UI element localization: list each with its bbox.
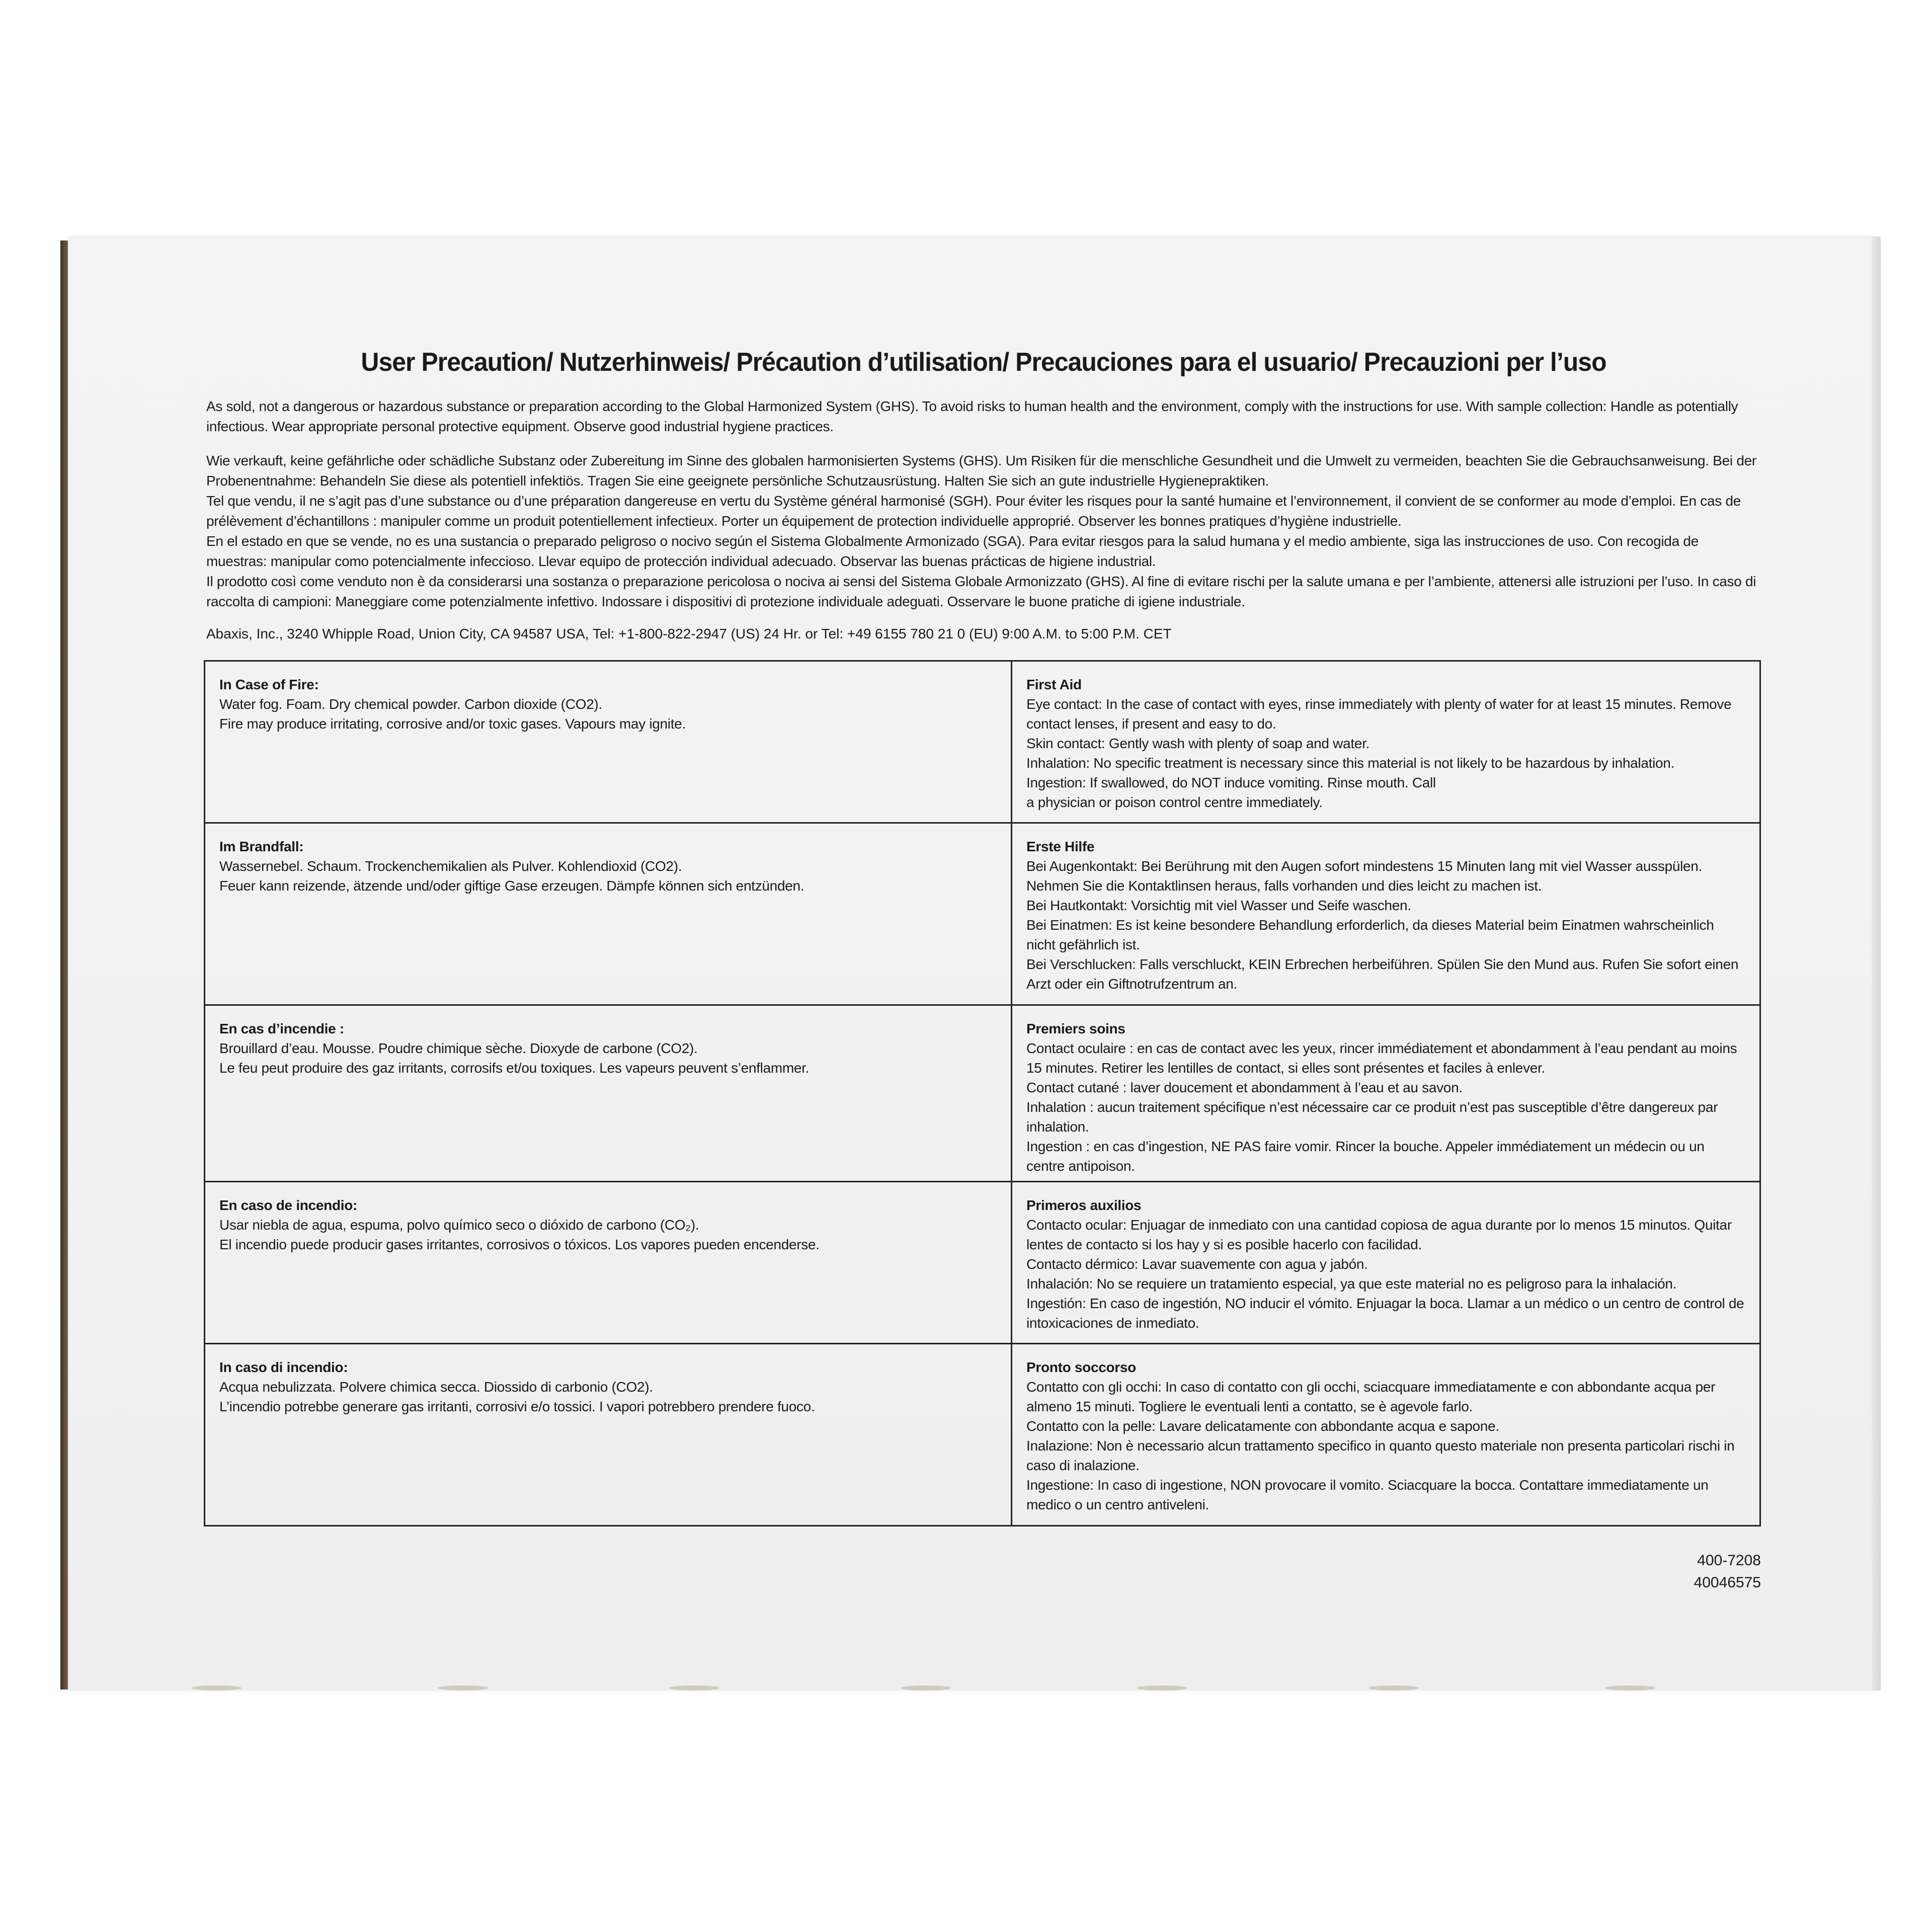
bottom-notch — [901, 1685, 951, 1691]
fire-heading: In Case of Fire: — [219, 677, 319, 692]
bottom-notch — [1137, 1685, 1187, 1691]
fire-heading: En cas d’incendie : — [219, 1021, 344, 1036]
first-aid-heading: Erste Hilfe — [1026, 839, 1095, 854]
intro-english: As sold, not a dangerous or hazardous substance or preparation according to the Global Harmonized System (GHS). To avoid risks to human health and the environment, comply with the instructions for use. With sample collection: Handle as potentially infectious. Wear appropriate personal protective equipment. Observe good industrial hygiene practices. — [206, 398, 1738, 434]
fire-line: Brouillard d’eau. Mousse. Poudre chimique sèche. Dioxyde de carbone (CO2). — [219, 1040, 698, 1056]
fire-heading: In caso di incendio: — [219, 1359, 348, 1375]
first-aid-cell-spanish — [1012, 1182, 1760, 1344]
first-aid-cell-italian — [1012, 1344, 1760, 1526]
fire-line: El incendio puede producir gases irritantes, corrosivos o tóxicos. Los vapores pueden encenderse. — [219, 1237, 820, 1252]
table-row — [205, 1182, 1760, 1344]
table-row — [205, 1344, 1760, 1526]
table-row — [205, 823, 1760, 1005]
item-number: 40046575 — [1694, 1574, 1761, 1591]
first-aid-line: Bei Verschlucken: Falls verschluckt, KEIN Erbrechen herbeiführen. Spülen Sie den Mund aus. Rufen Sie sofort einen Arzt oder ein Giftnotrufzentrum an. — [1026, 956, 1739, 992]
first-aid-line: Bei Einatmen: Es ist keine besondere Behandlung erforderlich, da dieses Material beim Einatmen wahrscheinlich nicht gefährlich ist. — [1026, 917, 1714, 952]
first-aid-line: Contact oculaire : en cas de contact avec les yeux, rincer immédiatement et abondamment à l’eau pendant au moins 15 minutes. Retirer les lentilles de contact, si elles sont présentes et faciles à enlever. — [1026, 1040, 1737, 1076]
first-aid-line: Bei Augenkontakt: Bei Berührung mit den Augen sofort mindestens 15 Minuten lang mit viel Wasser ausspülen. Nehmen Sie die Kontaktlinsen heraus, falls vorhanden und dies leicht zu machen ist. — [1026, 858, 1703, 894]
fire-cell-spanish — [205, 1182, 1012, 1344]
first-aid-line: Contacto ocular: Enjuagar de inmediato con una cantidad copiosa de agua durante por lo menos 15 minutos. Quitar lentes de contacto si los hay y si es posible hacerlo con facilidad. — [1026, 1217, 1732, 1252]
fire-cell-italian — [205, 1344, 1012, 1526]
first-aid-heading: Pronto soccorso — [1026, 1359, 1136, 1375]
first-aid-line: a physician or poison control centre immediately. — [1026, 794, 1323, 810]
bottom-notch — [438, 1685, 488, 1691]
box-right-edge — [1872, 236, 1881, 1691]
first-aid-heading: First Aid — [1026, 677, 1082, 692]
fire-line: Le feu peut produire des gaz irritants, corrosifs et/ou toxiques. Les vapeurs peuvent s’enflammer. — [219, 1060, 810, 1076]
table-row — [205, 1005, 1760, 1182]
product-codes — [1640, 1550, 1761, 1594]
first-aid-line: Inhalación: No se requiere un tratamiento especial, ya que este material no es peligroso para la inhalación. — [1026, 1276, 1677, 1292]
fire-line: Water fog. Foam. Dry chemical powder. Carbon dioxide (CO2). — [219, 696, 602, 712]
first-aid-cell-english — [1012, 661, 1760, 823]
fire-cell-english — [205, 661, 1012, 823]
first-aid-line: Inalazione: Non è necessario alcun trattamento specifico in quanto questo materiale non presenta particolari rischi in caso di inalazione. — [1026, 1438, 1735, 1473]
bottom-notch — [191, 1685, 242, 1691]
first-aid-line: Inhalation : aucun traitement spécifique n’est nécessaire car ce produit n’est pas susceptible d’être dangereux par inhalation. — [1026, 1099, 1718, 1135]
bottom-notch — [1605, 1685, 1655, 1691]
intro-spanish: En el estado en que se vende, no es una sustancia o preparado peligroso o nocivo según el Sistema Globalmente Armonizado (SGA). Para evitar riesgos para la salud humana y el medio ambiente, siga las instrucciones de uso. Con recogida de muestras: manipular como potencialmente infeccioso. Llevar equipo de protección individual adecuado. Observar las buenas prácticas de higiene industrial. — [206, 533, 1699, 569]
first-aid-line: Bei Hautkontakt: Vorsichtig mit viel Wasser und Seife waschen. — [1026, 898, 1411, 913]
fire-cell-german — [205, 823, 1012, 1005]
fire-cell-french — [205, 1005, 1012, 1182]
first-aid-line: Ingestione: In caso di ingestione, NON provocare il vomito. Sciacquare la bocca. Contattare immediatamente un medico o un centro antiveleni. — [1026, 1477, 1709, 1512]
first-aid-line: Contatto con gli occhi: In caso di contatto con gli occhi, sciacquare immediatamente e con abbondante acqua per almeno 15 minuti. Togliere le eventuali lenti a contatto, se è agevole farlo. — [1026, 1379, 1716, 1414]
manufacturer-contact: Abaxis, Inc., 3240 Whipple Road, Union City, CA 94587 USA, Tel: +1-800-822-2947 (US) 24 Hr. or Tel: +49 6155 780 21 0 (EU) 9:00 A.M. to 5:00 P.M. CET — [206, 626, 1172, 641]
first-aid-line: Contatto con la pelle: Lavare delicatamente con abbondante acqua e sapone. — [1026, 1418, 1499, 1434]
bottom-notch — [669, 1685, 719, 1691]
fire-line: Usar niebla de agua, espuma, polvo químico seco o dióxido de carbono (CO₂). — [219, 1217, 699, 1233]
first-aid-cell-german — [1012, 823, 1760, 1005]
first-aid-line: Ingestion: If swallowed, do NOT induce vomiting. Rinse mouth. Call — [1026, 775, 1436, 790]
fire-line: L’incendio potrebbe generare gas irritanti, corrosivi e/o tossici. I vapori potrebbero prendere fuoco. — [219, 1399, 815, 1414]
fire-line: Wassernebel. Schaum. Trockenchemikalien als Pulver. Kohlendioxid (CO2). — [219, 858, 682, 874]
first-aid-line: Inhalation: No specific treatment is necessary since this material is not likely to be hazardous by inhalation. — [1026, 755, 1675, 771]
first-aid-line: Contacto dérmico: Lavar suavemente con agua y jabón. — [1026, 1256, 1368, 1272]
table-row — [205, 661, 1760, 823]
first-aid-line: Skin contact: Gently wash with plenty of soap and water. — [1026, 736, 1370, 751]
label-title: User Precaution/ Nutzerhinweis/ Précaution d’utilisation/ Precauciones para el usuario/ Precauzioni per l’uso — [361, 348, 1606, 377]
first-aid-heading: Primeros auxilios — [1026, 1197, 1142, 1213]
fire-line: Acqua nebulizzata. Polvere chimica secca. Diossido di carbonio (CO2). — [219, 1379, 653, 1395]
first-aid-heading: Premiers soins — [1026, 1021, 1125, 1036]
label-content — [206, 347, 1761, 655]
intro-italian: Il prodotto così come venduto non è da considerarsi una sostanza o preparazione pericolosa o nociva ai sensi del Sistema Globale Armonizzato (GHS). Al fine di evitare rischi per la salute umana e per l’ambiente, attenersi alle istruzioni per l’uso. In caso di raccolta di campioni: Maneggiare come potenzialmente infettivo. Indossare i dispositivi di protezione individuale adeguati. Osservare le buone pratiche di igiene industriale. — [206, 574, 1756, 609]
first-aid-cell-french — [1012, 1005, 1760, 1182]
first-aid-line: Eye contact: In the case of contact with eyes, rinse immediately with plenty of water for at least 15 minutes. Remove contact lenses, if present and easy to do. — [1026, 696, 1732, 732]
fire-heading: En caso de incendio: — [219, 1197, 358, 1213]
intro-german: Wie verkauft, keine gefährliche oder schädliche Substanz oder Zubereitung im Sinne des globalen harmonisierten Systems (GHS). Um Risiken für die menschliche Gesundheit und die Umwelt zu vermeiden, beachten Sie die Gebrauchsanweisung. Bei der Probenentnahme: Behandeln Sie diese als potentiell infektiös. Tragen Sie eine geeignete persönliche Schutzausrüstung. Halten Sie sich an gute industrielle Hygienepraktiken. — [206, 453, 1756, 489]
bottom-notch — [1369, 1685, 1419, 1691]
fire-line: Fire may produce irritating, corrosive and/or toxic gases. Vapours may ignite. — [219, 716, 686, 732]
fire-line: Feuer kann reizende, ätzende und/oder giftige Gase erzeugen. Dämpfe können sich entzünden. — [219, 878, 804, 894]
fire-heading: Im Brandfall: — [219, 839, 304, 854]
first-aid-line: Ingestión: En caso de ingestión, NO inducir el vómito. Enjuagar la boca. Llamar a un médico o un centro de control de intoxicaciones de inmediato. — [1026, 1296, 1744, 1331]
part-number: 400-7208 — [1697, 1552, 1761, 1569]
precaution-table — [204, 660, 1761, 1526]
first-aid-line: Contact cutané : laver doucement et abondamment à l’eau et au savon. — [1026, 1080, 1463, 1095]
first-aid-line: Ingestion : en cas d’ingestion, NE PAS faire vomir. Rincer la bouche. Appeler immédiatement un médecin ou un centre antipoison. — [1026, 1139, 1705, 1174]
intro-french: Tel que vendu, il ne s’agit pas d’une substance ou d’une préparation dangereuse en vertu du Système général harmonisé (SGH). Pour éviter les risques pour la santé humaine et l’environnement, il convient de se conformer au mode d’emploi. En cas de prélèvement d’échantillons : manipuler comme un produit potentiellement infectieux. Porter un équipement de protection individuelle approprié. Observer les bonnes pratiques d’hygiène industrielle. — [206, 493, 1741, 529]
